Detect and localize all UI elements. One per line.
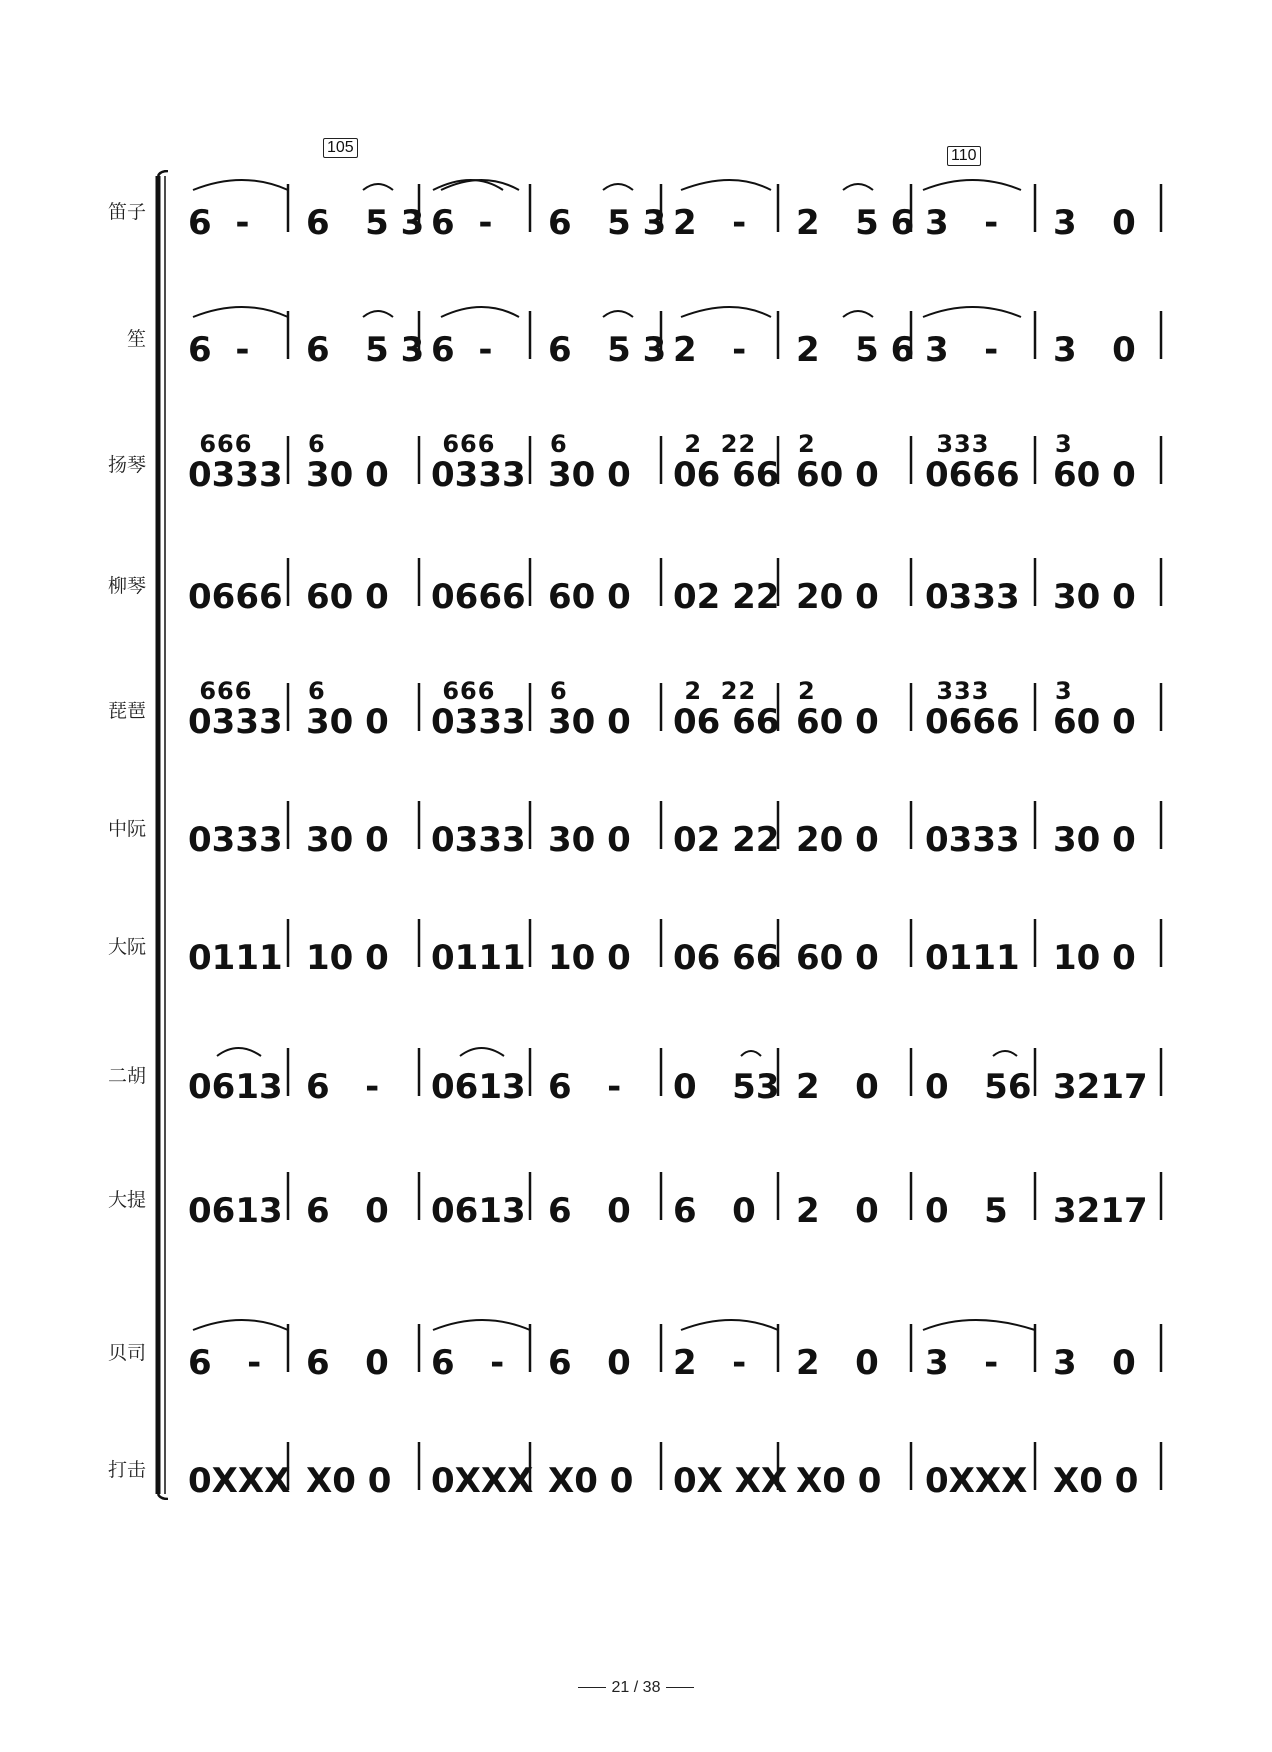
measure-notes: 6 0: [306, 1191, 389, 1231]
measure-notes: 3 0: [1053, 1343, 1136, 1383]
measure-notes: 0111: [188, 938, 283, 978]
measure-notes: 0333: [188, 702, 283, 742]
measure-notes: 0XXX: [431, 1461, 534, 1501]
measure-upper-notes: 6: [308, 677, 326, 705]
measure-notes: 20 0: [796, 577, 879, 617]
instrument-label-percussion: 打击: [107, 1459, 146, 1481]
measure-notes: 6 -: [431, 1343, 505, 1383]
measure-notes: X0 0: [796, 1461, 882, 1501]
measure-notes: 30 0: [548, 702, 631, 742]
measure-notes: X0 0: [548, 1461, 634, 1501]
staff-erhu: [183, 1040, 1183, 1107]
measure-notes: 6 0: [306, 1343, 389, 1383]
measure-upper-notes: 666: [433, 430, 496, 458]
measure-notes: 0333: [925, 577, 1020, 617]
measure-notes: 6 5 3: [548, 203, 667, 243]
measure-notes: 0 56: [925, 1067, 1032, 1107]
measure-notes: 6 5 3: [548, 330, 667, 370]
measure-notes: 6 5 3: [306, 203, 425, 243]
measure-upper-notes: 3: [1055, 677, 1073, 705]
measure-notes: 0666: [188, 577, 283, 617]
measure-notes: 3 -: [925, 1343, 999, 1383]
measure-notes: 3217: [1053, 1191, 1148, 1231]
measure-notes: 6 -: [431, 203, 493, 243]
measure-notes: 3 -: [925, 203, 999, 243]
measure-notes: 0666: [431, 577, 526, 617]
measure-notes: 30 0: [1053, 820, 1136, 860]
measure-notes: 0X XX: [673, 1461, 788, 1501]
staff-zhongruan: [183, 793, 1183, 860]
staff-cello: [183, 1164, 1183, 1231]
measure-notes: 0666: [925, 455, 1020, 495]
measure-notes: 0333: [925, 820, 1020, 860]
measure-notes: 60 0: [796, 455, 879, 495]
measure-notes: 0613: [431, 1067, 526, 1107]
measure-notes: 30 0: [306, 702, 389, 742]
measure-notes: 20 0: [796, 820, 879, 860]
measure-notes: 2 -: [673, 1343, 747, 1383]
measure-notes: 0XXX: [188, 1461, 291, 1501]
measure-notes: 2 0: [796, 1343, 879, 1383]
measure-notes: 3217: [1053, 1067, 1148, 1107]
measure-notes: 0333: [188, 455, 283, 495]
measure-upper-notes: 2: [798, 430, 816, 458]
measure-upper-notes: 2: [798, 677, 816, 705]
staff-pipa: [183, 675, 1183, 742]
measure-upper-notes: 6: [308, 430, 326, 458]
measure-notes: 2 0: [796, 1191, 879, 1231]
measure-notes: 6 0: [548, 1191, 631, 1231]
measure-notes: 0XXX: [925, 1461, 1028, 1501]
measure-notes: 6 0: [548, 1343, 631, 1383]
staff-sheng: [183, 303, 1183, 370]
instrument-label-yangqin: 扬琴: [107, 454, 146, 476]
measure-notes: X0 0: [306, 1461, 392, 1501]
measure-notes: 60 0: [796, 938, 879, 978]
instrument-label-cello: 大提: [107, 1189, 146, 1211]
measure-upper-notes: 2 22: [675, 430, 757, 458]
measure-notes: 0613: [188, 1067, 283, 1107]
measure-notes: 6 0: [673, 1191, 756, 1231]
staff-dizi: [183, 176, 1183, 243]
staff-yangqin: [183, 428, 1183, 495]
measure-notes: 0 53: [673, 1067, 780, 1107]
instrument-label-liuqin: 柳琴: [107, 575, 146, 597]
measure-notes: 0333: [188, 820, 283, 860]
footer-rule-left: [578, 1687, 606, 1688]
measure-notes: 6 -: [306, 1067, 380, 1107]
instrument-label-dizi: 笛子: [107, 201, 146, 223]
measure-notes: 3 -: [925, 330, 999, 370]
measure-upper-notes: 333: [927, 677, 990, 705]
measure-notes: 0111: [925, 938, 1020, 978]
measure-notes: 0666: [925, 702, 1020, 742]
measure-notes: 6 5 3: [306, 330, 425, 370]
measure-upper-notes: 2 22: [675, 677, 757, 705]
measure-notes: 6 -: [548, 1067, 622, 1107]
measure-notes: 30 0: [548, 455, 631, 495]
measure-upper-notes: 666: [433, 677, 496, 705]
measure-notes: 30 0: [1053, 577, 1136, 617]
measure-notes: 02 22: [673, 577, 780, 617]
measure-notes: 60 0: [1053, 455, 1136, 495]
measure-notes: X0 0: [1053, 1461, 1139, 1501]
measure-notes: 0333: [431, 820, 526, 860]
instrument-label-sheng: 笙: [126, 328, 146, 350]
measure-notes: 3 0: [1053, 330, 1136, 370]
measure-upper-notes: 3: [1055, 430, 1073, 458]
measure-notes: 02 22: [673, 820, 780, 860]
measure-notes: 2 5 6: [796, 203, 915, 243]
measure-notes: 10 0: [1053, 938, 1136, 978]
instrument-label-erhu: 二胡: [107, 1065, 146, 1087]
measure-notes: 0333: [431, 702, 526, 742]
measure-notes: 06 66: [673, 938, 780, 978]
measure-notes: 2 0: [796, 1067, 879, 1107]
measure-notes: 6 -: [188, 203, 250, 243]
measure-notes: 2 5 6: [796, 330, 915, 370]
measure-notes: 3 0: [1053, 203, 1136, 243]
measure-notes: 10 0: [306, 938, 389, 978]
rehearsal-mark-110: 110: [947, 146, 981, 166]
staff-percussion: [183, 1434, 1183, 1501]
measure-notes: 30 0: [306, 820, 389, 860]
measure-notes: 6 -: [188, 330, 250, 370]
measure-upper-notes: 666: [190, 677, 253, 705]
instrument-label-daruan: 大阮: [107, 936, 146, 958]
measure-notes: 06 66: [673, 702, 780, 742]
measure-notes: 60 0: [1053, 702, 1136, 742]
page-footer: [0, 1679, 1272, 1697]
measure-upper-notes: 666: [190, 430, 253, 458]
page-number: 21 / 38: [611, 1679, 661, 1696]
measure-notes: 2 -: [673, 203, 747, 243]
measure-upper-notes: 6: [550, 677, 568, 705]
footer-rule-right: [666, 1687, 694, 1688]
measure-notes: 0613: [188, 1191, 283, 1231]
staff-daruan: [183, 911, 1183, 978]
measure-notes: 60 0: [306, 577, 389, 617]
measure-notes: 06 66: [673, 455, 780, 495]
measure-upper-notes: 333: [927, 430, 990, 458]
measure-notes: 30 0: [548, 820, 631, 860]
measure-notes: 6 -: [431, 330, 493, 370]
instrument-label-pipa: 琵琶: [107, 700, 146, 722]
instrument-label-zhongruan: 中阮: [107, 818, 146, 840]
measure-notes: 2 -: [673, 330, 747, 370]
measure-notes: 60 0: [796, 702, 879, 742]
system-bracket: [148, 170, 168, 1500]
measure-notes: 0333: [431, 455, 526, 495]
rehearsal-mark-105: 105: [323, 138, 358, 158]
measure-notes: 0 5: [925, 1191, 1008, 1231]
measure-upper-notes: 6: [550, 430, 568, 458]
measure-notes: 60 0: [548, 577, 631, 617]
staff-bass: [183, 1316, 1183, 1383]
staff-liuqin: [183, 550, 1183, 617]
measure-notes: 0111: [431, 938, 526, 978]
measure-notes: 6 -: [188, 1343, 262, 1383]
measure-notes: 30 0: [306, 455, 389, 495]
measure-notes: 10 0: [548, 938, 631, 978]
instrument-label-bass: 贝司: [107, 1342, 146, 1364]
measure-notes: 0613: [431, 1191, 526, 1231]
